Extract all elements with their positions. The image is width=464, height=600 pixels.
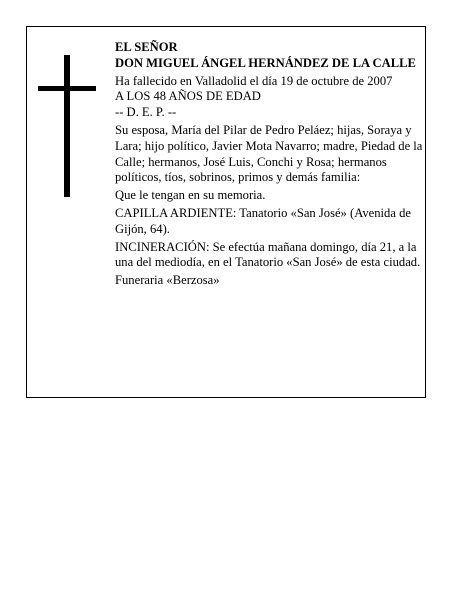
- memory-line: Que le tengan en su memoria.: [115, 188, 266, 203]
- latin-cross-icon: [38, 55, 96, 197]
- heading-name: DON MIGUEL ÁNGEL HERNÁNDEZ DE LA CALLE: [115, 55, 416, 70]
- cremation-info: INCINERACIÓN: Se efectúa mañana domingo, día 21, a la una del mediodía, en el Tanatorio «San José» de esta ciudad.: [115, 239, 421, 270]
- age-statement: A LOS 48 AÑOS DE EDAD: [115, 89, 261, 104]
- funeral-home: Funeraria «Berzosa»: [115, 273, 220, 288]
- cross-vertical-bar: [64, 55, 70, 197]
- heading-title: EL SEÑOR: [115, 40, 178, 54]
- obituary-notice: [26, 26, 426, 398]
- cross-horizontal-bar: [38, 86, 96, 91]
- family-list: Su esposa, María del Pilar de Pedro Peláez; hijas, Soraya y Lara; hijo político, Javier Mota Navarro; madre, Piedad de la Calle; hermanos, José Luis, Conchi y Rosa; hermanos políticos, tíos, sobrinos, primos y demás familia:: [115, 122, 423, 185]
- death-statement: Ha fallecido en Valladolid el día 19 de octubre de 2007: [115, 73, 393, 88]
- rip-line: -- D. E. P. --: [115, 105, 177, 120]
- chapel-info: CAPILLA ARDIENTE: Tanatorio «San José» (Avenida de Gijón, 64).: [115, 205, 411, 236]
- obituary-text: [115, 40, 423, 289]
